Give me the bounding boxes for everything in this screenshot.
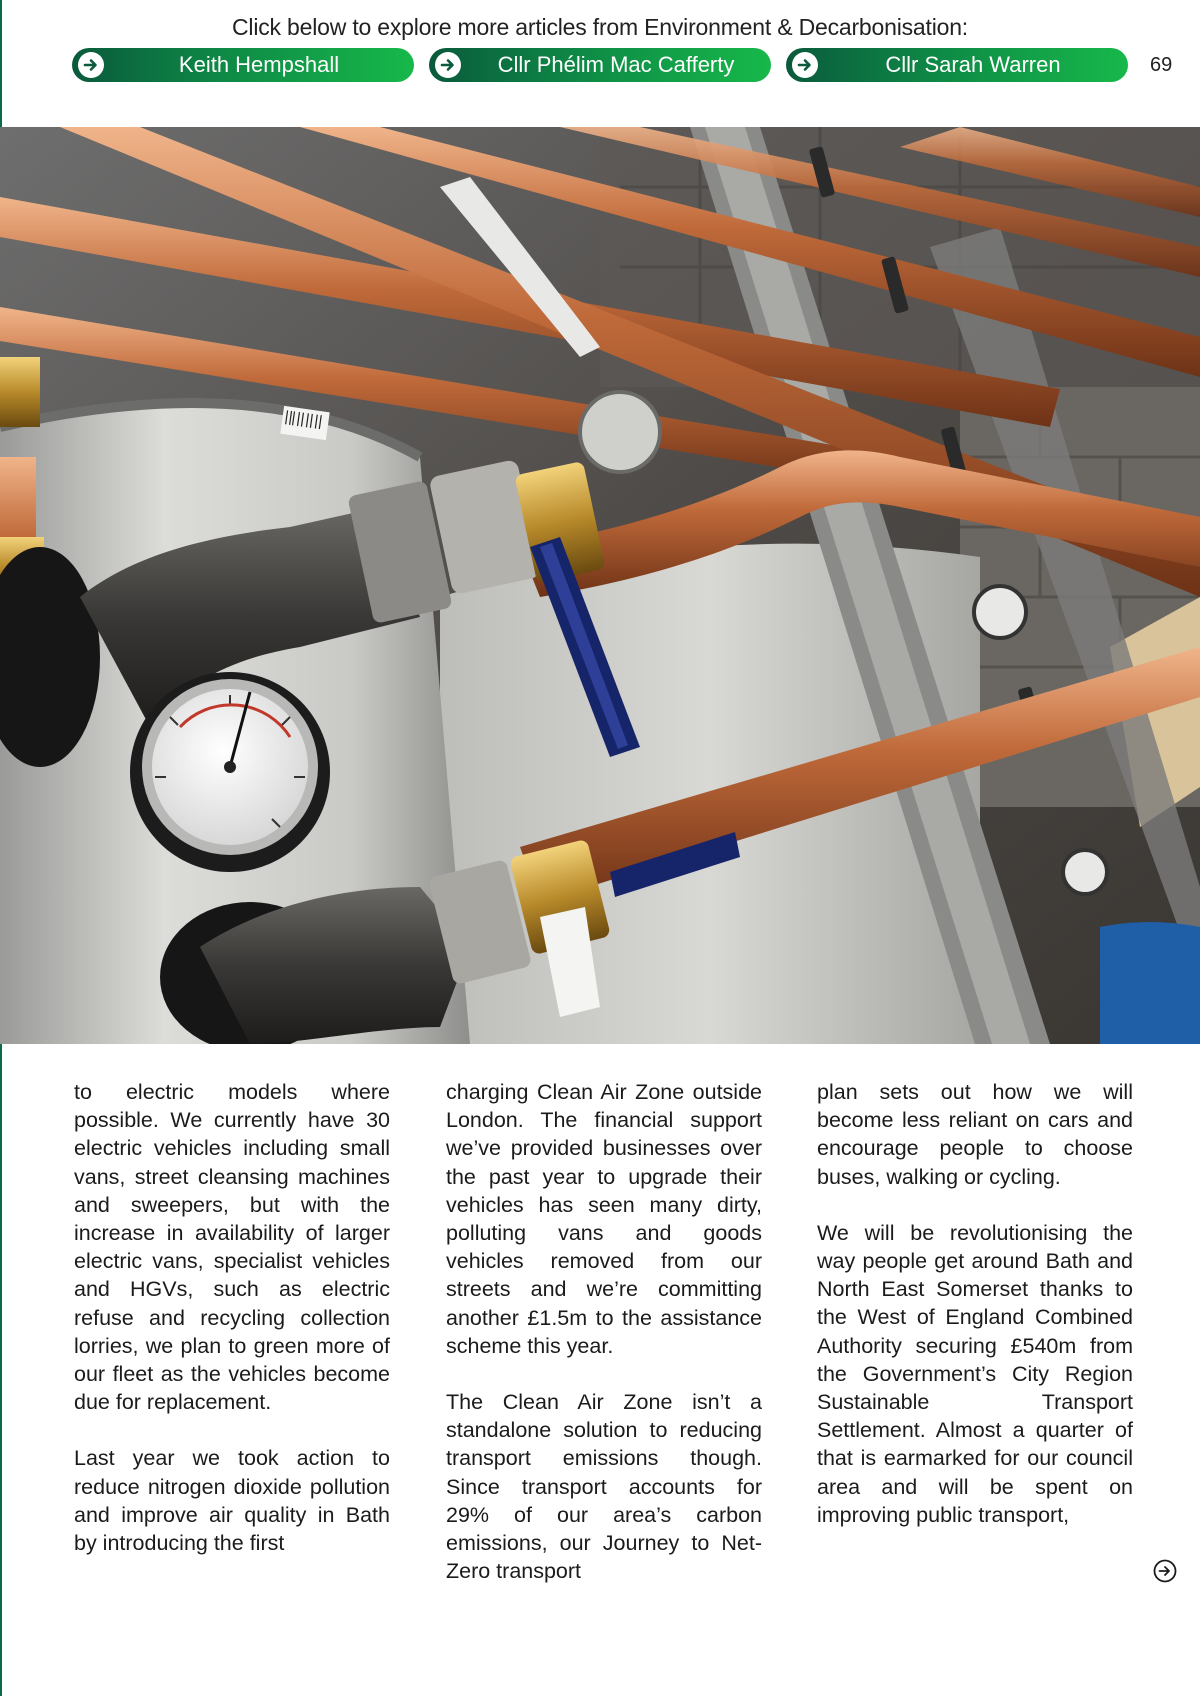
arrow-right-circle-icon: [435, 52, 461, 78]
tab-keith-hempshall[interactable]: [72, 48, 414, 82]
tab-cllr-sarah-warren[interactable]: [786, 48, 1128, 82]
paragraph: Last year we took action to reduce nitrogen dioxide pollution and improve air quality in Bath by introducing the first: [74, 1446, 390, 1556]
tab-cllr-phelim-mac-cafferty[interactable]: [429, 48, 771, 82]
explore-articles-text: Click below to explore more articles from Environment & Decarbonisation:: [232, 14, 968, 40]
tab-label: Keith Hempshall: [178, 52, 340, 77]
article-column-3: [817, 1078, 1133, 1557]
paragraph: to electric models where possible. We currently have 30 electric vehicles including small vans, street cleansing machines and sweepers, but with the increase in availability of larger electric vans, specialist vehicles and HGVs, such as electric refuse and recycling collection lorries, we plan to green more of our fleet as the vehicles become due for replacement.: [74, 1080, 390, 1415]
boiler-room-pipes-photo: [0, 127, 1200, 1044]
arrow-right-circle-outline-icon[interactable]: [1153, 1559, 1177, 1583]
article-column-1: [74, 1078, 390, 1585]
tab-label: Cllr Sarah Warren: [885, 52, 1061, 77]
page-number: 69: [1150, 54, 1173, 76]
paragraph: charging Clean Air Zone outside London. The financial support we’ve provided businesses over the past year to upgrade their vehicles has seen many dirty, polluting vans and goods vehicles removed from our streets and we’re committing another £1.5m to the assistance scheme this year.: [446, 1080, 762, 1358]
paragraph: The Clean Air Zone isn’t a standalone solution to reducing transport emissions though. Since transport accounts for 29% of our area’s carbon emissions, our Journey to Net-Zero transport: [446, 1390, 762, 1584]
arrow-right-circle-icon: [78, 52, 104, 78]
paragraph: plan sets out how we will become less reliant on cars and encourage people to choose buses, walking or cycling.: [817, 1080, 1133, 1189]
paragraph: We will be revolutionising the way people get around Bath and North East Somerset thanks to the West of England Combined Authority securing £540m from the Government’s City Region Sustainable Transport Settlement. Almost a quarter of that is earmarked for our council area and will be spent on improving public transport,: [817, 1220, 1133, 1527]
article-column-2: [446, 1078, 762, 1613]
arrow-right-circle-icon: [792, 52, 818, 78]
tab-label: Cllr Phélim Mac Cafferty: [497, 52, 735, 77]
